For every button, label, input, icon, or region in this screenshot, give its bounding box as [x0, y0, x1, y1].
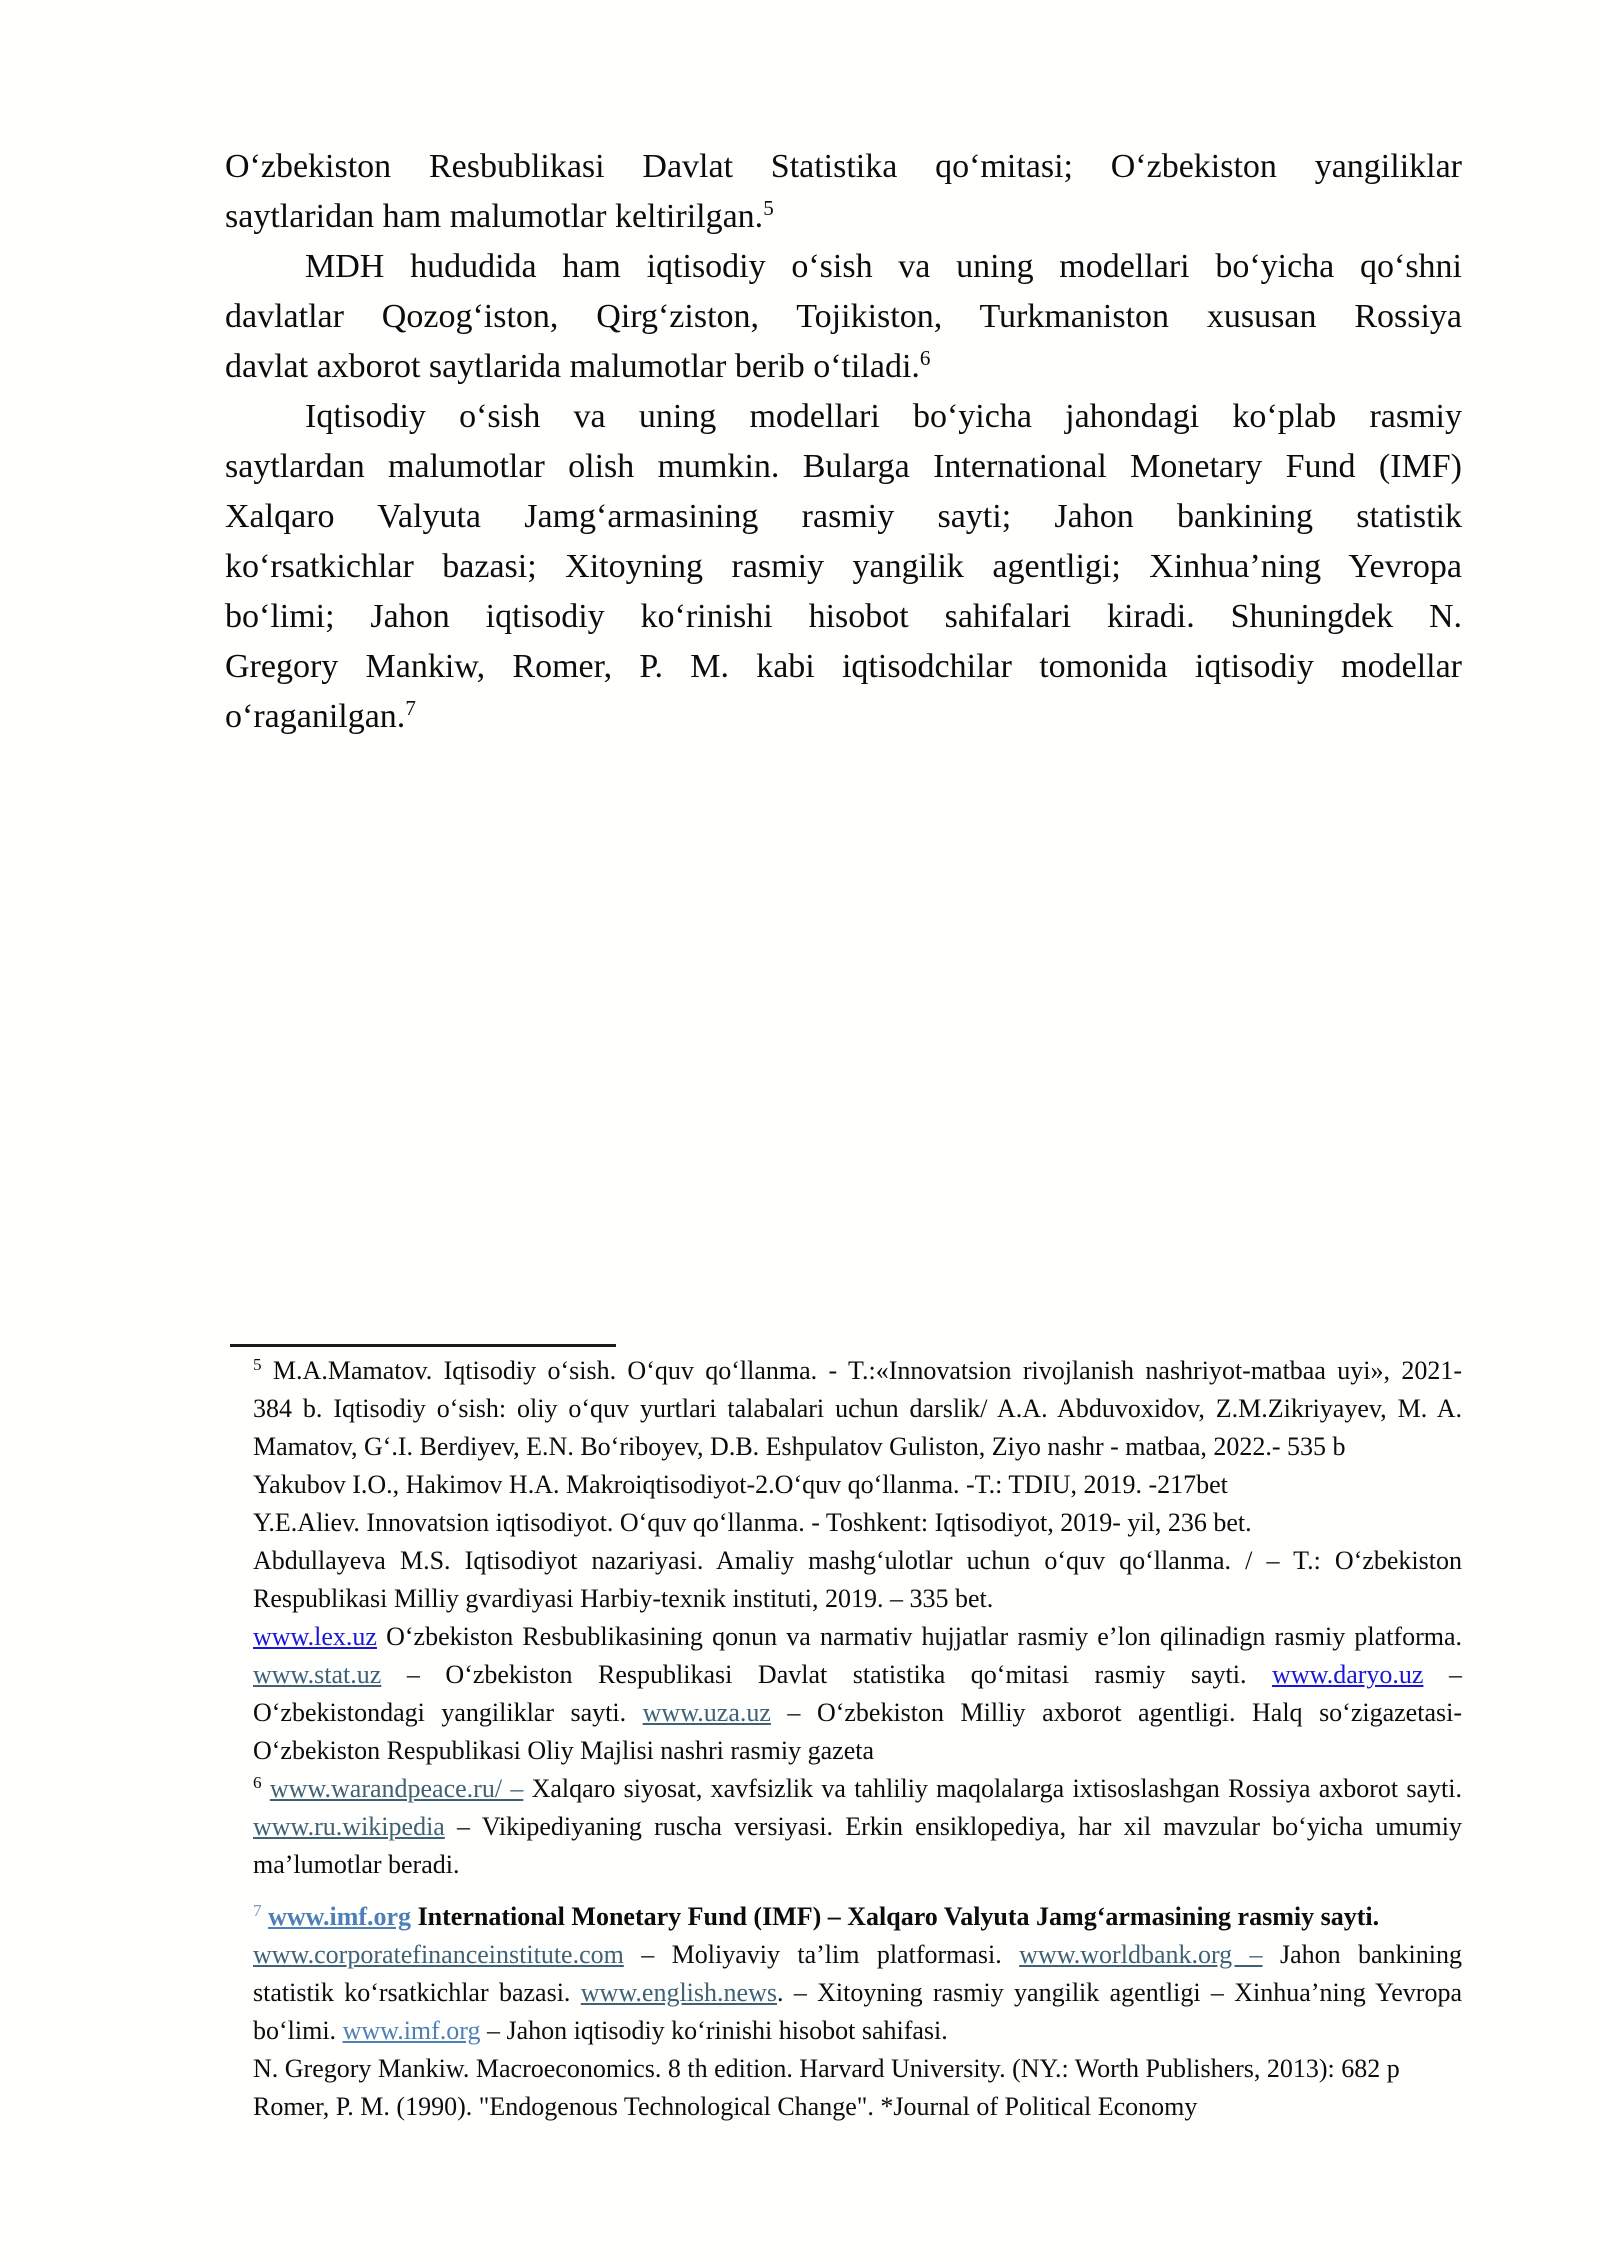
- body-line: [225, 292, 1462, 342]
- link-www-warandpeace-ru[interactable]: www.warandpeace.ru/ –: [269, 1774, 524, 1803]
- footnote-text: International Monetary Fund (IMF) – Xalqaro Valyuta Jamg‘armasining rasmiy sayti.: [411, 1902, 1380, 1931]
- footnote-7: [253, 1898, 1462, 2126]
- footnote-line: [253, 1618, 1462, 1656]
- footnote-line: [253, 1580, 1462, 1618]
- body-line-text: Iqtisodiy o‘sish va uning modellari bo‘yicha jahondagi ko‘plab rasmiy: [305, 398, 1462, 435]
- footnote-line: [253, 1694, 1462, 1732]
- footnote-line: [253, 1898, 1462, 1936]
- footnote-separator: [230, 1344, 616, 1347]
- body-line: [225, 442, 1462, 492]
- footnote-text: – Moliyaviy ta’lim platformasi.: [623, 1940, 1020, 1969]
- body-text: [225, 142, 1462, 742]
- footnote-line: [253, 1808, 1462, 1846]
- link-www-stat-uz[interactable]: www.stat.uz: [253, 1660, 382, 1689]
- footnote-text: statistik ko‘rsatkichlar bazasi.: [253, 1978, 581, 2007]
- footnote-text: Respublikasi Milliy gvardiyasi Harbiy-texnik instituti, 2019. – 335 bet.: [253, 1584, 994, 1613]
- footnote-line: [253, 1732, 1462, 1770]
- footnotes: [253, 1352, 1462, 2126]
- body-line-text: saytlaridan ham malumotlar keltirilgan.: [225, 198, 764, 235]
- body-line-text: O‘zbekiston Resbublikasi Davlat Statistika qo‘mitasi; O‘zbekiston yangiliklar: [225, 148, 1462, 185]
- body-line-text: davlat axborot saytlarida malumotlar berib o‘tiladi.: [225, 348, 920, 385]
- body-line-text: saytlardan malumotlar olish mumkin. Bularga International Monetary Fund (IMF): [225, 448, 1462, 485]
- link-www-english-news[interactable]: www.english.news: [580, 1978, 777, 2007]
- footnote-line: [253, 1770, 1462, 1808]
- body-line-text: MDH hududida ham iqtisodiy o‘sish va uning modellari bo‘yicha qo‘shni: [305, 248, 1462, 285]
- body-line: [225, 192, 1462, 242]
- footnote-text: – O‘zbekiston Milliy axborot agentligi. Halq so‘zigazetasi-: [770, 1698, 1462, 1727]
- footnote-text: Y.E.Aliev. Innovatsion iqtisodiyot. O‘quv qo‘llanma. - Toshkent: Iqtisodiyot, 2019- yil, 236 bet.: [253, 1508, 1252, 1537]
- footnote-text: Jahon bankining: [1262, 1940, 1462, 1969]
- body-line: [225, 542, 1462, 592]
- link-www-imf-org-2[interactable]: www.imf.org: [342, 2016, 481, 2045]
- body-line: [225, 642, 1462, 692]
- footnote-text: [262, 1774, 270, 1803]
- footnote-text: N. Gregory Mankiw. Macroeconomics. 8 th edition. Harvard University. (NY.: Worth Publishers, 2013): 682 p: [253, 2054, 1400, 2083]
- footnote-text: M.A.Mamatov. Iqtisodiy o‘sish. O‘quv qo‘llanma. - T.:«Innovatsion rivojlanish nashriyot-matbaa uyi», 2021-: [261, 1356, 1462, 1385]
- footnote-text: 384 b. Iqtisodiy o‘sish: oliy o‘quv yurtlari talabalari uchun darslik/ A.A. Abduvoxidov, Z.M.Zikriyayev, M. A.: [253, 1394, 1462, 1423]
- footnote-line: [253, 1656, 1462, 1694]
- footnote-text: O‘zbekiston Resbublikasining qonun va narmativ hujjatlar rasmiy e’lon qilinadign rasmiy platforma.: [376, 1622, 1462, 1651]
- footnote-line: [253, 1428, 1462, 1466]
- footnote-text: Mamatov, G‘.I. Berdiyev, E.N. Bo‘riboyev, D.B. Eshpulatov Guliston, Ziyo nashr - matbaa, 2022.- 535 b: [253, 1432, 1346, 1461]
- link-www-corporatefinanceinstitute-com[interactable]: www.corporatefinanceinstitute.com: [253, 1940, 624, 1969]
- footnote-text: –: [1423, 1660, 1462, 1689]
- link-www-worldbank-org[interactable]: www.worldbank.org –: [1019, 1940, 1263, 1969]
- footnote-text: ma’lumotlar beradi.: [253, 1850, 460, 1879]
- footnote-text: Abdullayeva M.S. Iqtisodiyot nazariyasi. Amaliy mashg‘ulotlar uchun o‘quv qo‘llanma. / – T.: O‘zbekiston: [253, 1546, 1462, 1575]
- footnote-text: Romer, P. M. (1990). "Endogenous Technological Change". *Journal of Political Economy: [253, 2092, 1198, 2121]
- footnote-line: [253, 1974, 1462, 2012]
- body-line-text: davlatlar Qozog‘iston, Qirg‘ziston, Tojikiston, Turkmaniston xususan Rossiya: [225, 298, 1462, 335]
- body-line-text: Gregory Mankiw, Romer, P. M. kabi iqtisodchilar tomonida iqtisodiy modellar: [225, 648, 1462, 685]
- body-line: [225, 692, 1462, 742]
- link-www-uza-uz[interactable]: www.uza.uz: [642, 1698, 771, 1727]
- footnote-line: [253, 1936, 1462, 1974]
- footnote-text: – Jahon iqtisodiy ko‘rinishi hisobot sahifasi.: [480, 2016, 948, 2045]
- footnote-marker: 7: [253, 1901, 262, 1921]
- footnote-line: [253, 1390, 1462, 1428]
- footnote-line: [253, 2012, 1462, 2050]
- footnote-marker: 6: [253, 1773, 262, 1793]
- footnote-reference: 6: [919, 346, 931, 371]
- footnote-text: bo‘limi.: [253, 2016, 343, 2045]
- footnote-text: O‘zbekistondagi yangiliklar sayti.: [253, 1698, 643, 1727]
- body-line-text: bo‘limi; Jahon iqtisodiy ko‘rinishi hisobot sahifalari kiradi. Shuningdek N.: [225, 598, 1462, 635]
- footnote-6: [253, 1770, 1462, 1884]
- footnote-line: [253, 2088, 1462, 2126]
- link-www-lex-uz[interactable]: www.lex.uz: [253, 1622, 377, 1651]
- footnote-text: Xalqaro siyosat, xavfsizlik va tahliliy maqolalarga ixtisoslashgan Rossiya axborot sayti.: [523, 1774, 1463, 1803]
- link-www-imf-org[interactable]: www.imf.org: [268, 1902, 412, 1931]
- footnote-line: [253, 1542, 1462, 1580]
- link-www-ru-wikipedia[interactable]: www.ru.wikipedia: [253, 1812, 445, 1841]
- body-line: [225, 592, 1462, 642]
- footnote-line: [253, 1466, 1462, 1504]
- body-line: [225, 342, 1462, 392]
- footnote-line: [253, 1504, 1462, 1542]
- footnote-text: – O‘zbekiston Respublikasi Davlat statistika qo‘mitasi rasmiy sayti.: [381, 1660, 1273, 1689]
- body-line-text: Xalqaro Valyuta Jamg‘armasining rasmiy sayti; Jahon bankining statistik: [225, 498, 1462, 535]
- body-line-text: ko‘rsatkichlar bazasi; Xitoyning rasmiy yangilik agentligi; Xinhua’ning Yevropa: [225, 548, 1462, 585]
- footnote-text: . – Xitoyning rasmiy yangilik agentligi – Xinhua’ning Yevropa: [776, 1978, 1462, 2007]
- footnote-line: [253, 2050, 1462, 2088]
- body-line-text: o‘raganilgan.: [225, 698, 406, 735]
- footnote-5: [253, 1352, 1462, 1770]
- body-line: [225, 142, 1462, 192]
- body-line: [225, 492, 1462, 542]
- footnote-text: – Vikipediyaning ruscha versiyasi. Erkin ensiklopediya, har xil mavzular bo‘yicha umumiy: [444, 1812, 1462, 1841]
- footnote-marker: 5: [253, 1355, 262, 1375]
- footnote-reference: 7: [405, 696, 416, 721]
- footnote-text: Yakubov I.O., Hakimov H.A. Makroiqtisodiyot-2.O‘quv qo‘llanma. -T.: TDIU, 2019. -217bet: [253, 1470, 1228, 1499]
- body-line: [225, 242, 1462, 292]
- footnote-line: [253, 1352, 1462, 1390]
- footnote-line: [253, 1846, 1462, 1884]
- footnote-text: O‘zbekiston Respublikasi Oliy Majlisi nashri rasmiy gazeta: [253, 1736, 874, 1765]
- body-line: [225, 392, 1462, 442]
- footnote-reference: 5: [763, 196, 774, 221]
- link-www-daryo-uz[interactable]: www.daryo.uz: [1272, 1660, 1424, 1689]
